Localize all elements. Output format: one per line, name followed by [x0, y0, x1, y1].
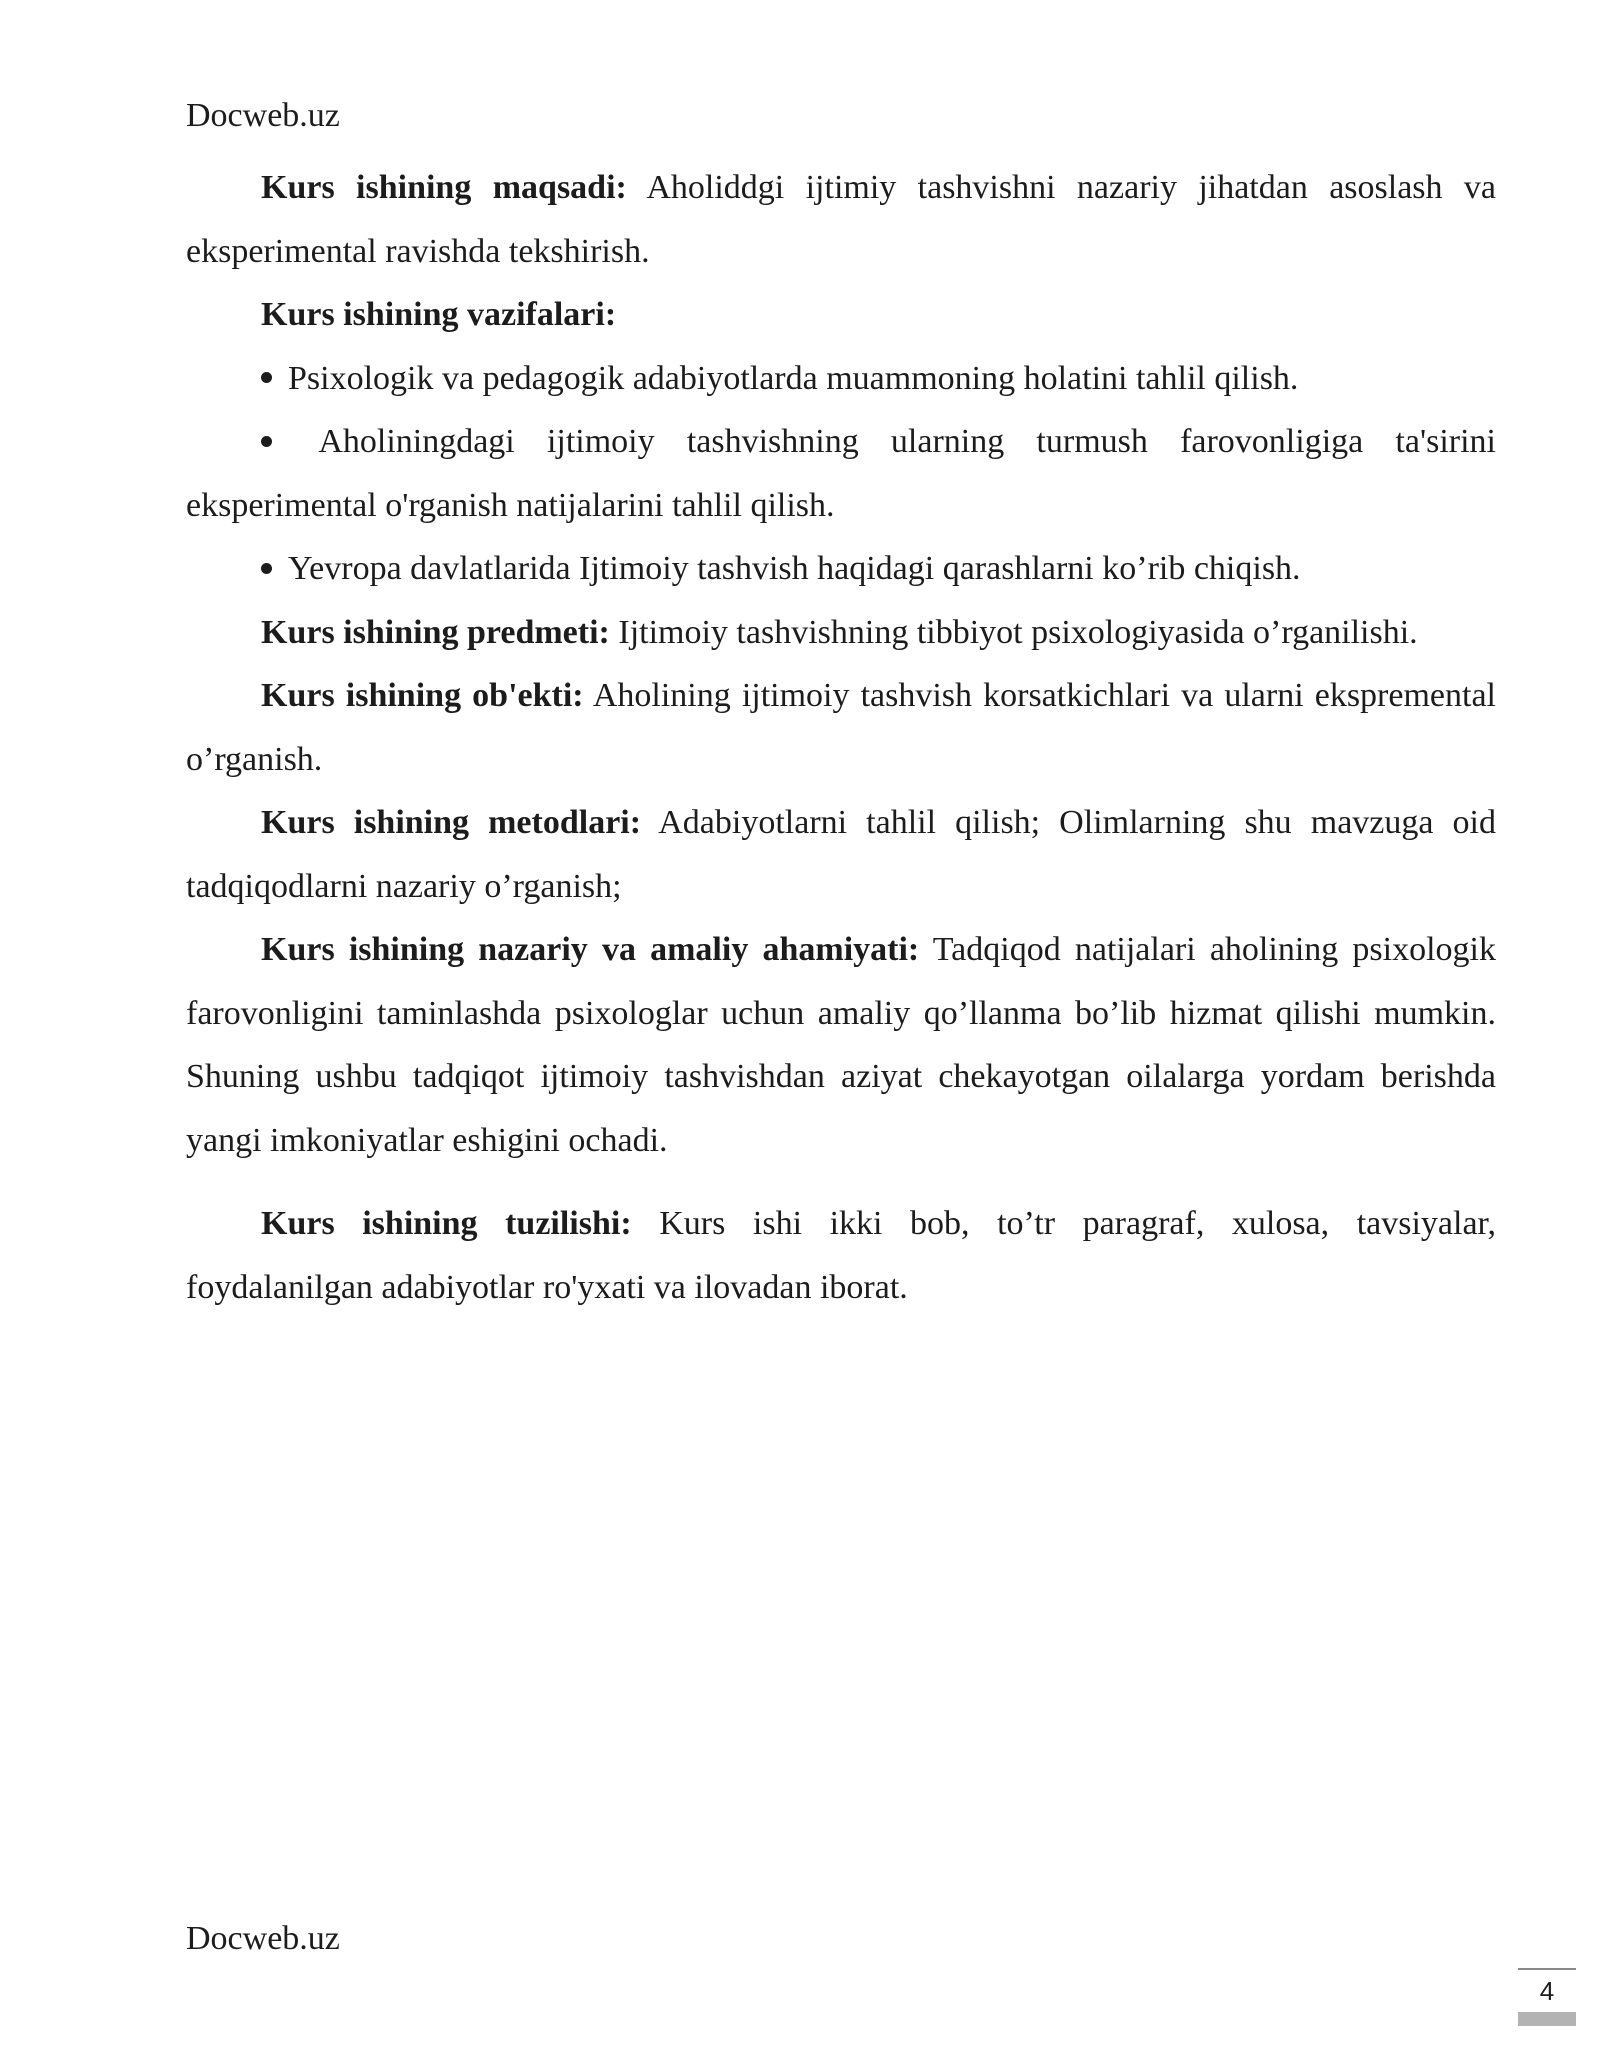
paragraph-text: Kurs ishi ikki bob, to’tr paragraf, xulosa, tavsiyalar, foydalanilgan adabiyotlar ro'yxati va ilovadan iborat.: [186, 1205, 1497, 1306]
page-number-divider: [1518, 1968, 1576, 1970]
paragraph-predmeti: [186, 601, 1496, 665]
document-body: [186, 156, 1496, 1319]
page-header: Docweb.uz: [186, 97, 340, 134]
paragraph-text: Ijtimoiy tashvishning tibbiyot psixologiyasida o’rganilishi.: [609, 613, 1418, 651]
list-item-text: Aholiningdagi ijtimoiy tashvishning ularning turmush farovonligiga ta'sirini eksperimental o'rganish natijalarini tahlil qilish.: [186, 423, 1496, 524]
page-number: 4: [1539, 1976, 1555, 2006]
paragraph-label: Kurs ishining predmeti:: [261, 613, 610, 651]
paragraph-label: Kurs ishining maqsadi:: [261, 169, 627, 206]
paragraph-metodlari: [186, 791, 1496, 918]
paragraph-vazifalari: [186, 283, 1496, 347]
paragraph-obekti: [186, 664, 1496, 791]
list-item-text: Psixologik va pedagogik adabiyotlarda muammoning holatini tahlil qilish.: [288, 359, 1299, 397]
paragraph-label: Kurs ishining tuzilishi:: [261, 1205, 632, 1242]
paragraph-tuzilishi: [186, 1192, 1496, 1319]
paragraph-label: Kurs ishining vazifalari:: [261, 296, 617, 333]
paragraph-maqsadi: [186, 156, 1496, 283]
list-item: [186, 347, 1496, 411]
bullet-icon: [261, 563, 272, 574]
list-item: [186, 410, 1496, 537]
bullet-icon: [261, 436, 272, 447]
paragraph-label: Kurs ishining nazariy va amaliy ahamiyati:: [261, 931, 920, 968]
page-number-bar: [1518, 2012, 1576, 2026]
list-item: [186, 537, 1496, 601]
paragraph-ahamiyati: [186, 918, 1496, 1172]
page-footer: Docweb.uz: [186, 1920, 340, 1957]
paragraph-text: Tadqiqod natijalari aholining psixologik farovonligini taminlashda psixologlar uchun amaliy qo’llanma bo’lib hizmat qilishi mumkin. Shuning ushbu tadqiqot ijtimoiy tashvishdan aziyat chekayotgan oilalarga yordam berishda yangi imkoniyatlar eshigini ochadi.: [186, 931, 1496, 1159]
paragraph-text: Adabiyotlarni tahlil qilish; Olimlarning shu mavzuga oid tadqiqodlarni nazariy o’rganish;: [186, 804, 1496, 905]
list-item-text: Yevropa davlatlarida Ijtimoiy tashvish haqidagi qarashlarni ko’rib chiqish.: [288, 550, 1301, 587]
page-number-box: [1518, 1968, 1576, 2026]
paragraph-label: Kurs ishining metodlari:: [261, 804, 642, 841]
bullet-icon: [261, 372, 272, 383]
paragraph-text: Aholining ijtimoiy tashvish korsatkichlari va ularni ekspremental o’rganish.: [186, 677, 1496, 778]
paragraph-text: Aholiddgi ijtimiy tashvishni nazariy jihatdan asoslash va eksperimental ravishda tekshirish.: [186, 169, 1496, 270]
paragraph-label: Kurs ishining ob'ekti:: [261, 677, 584, 714]
